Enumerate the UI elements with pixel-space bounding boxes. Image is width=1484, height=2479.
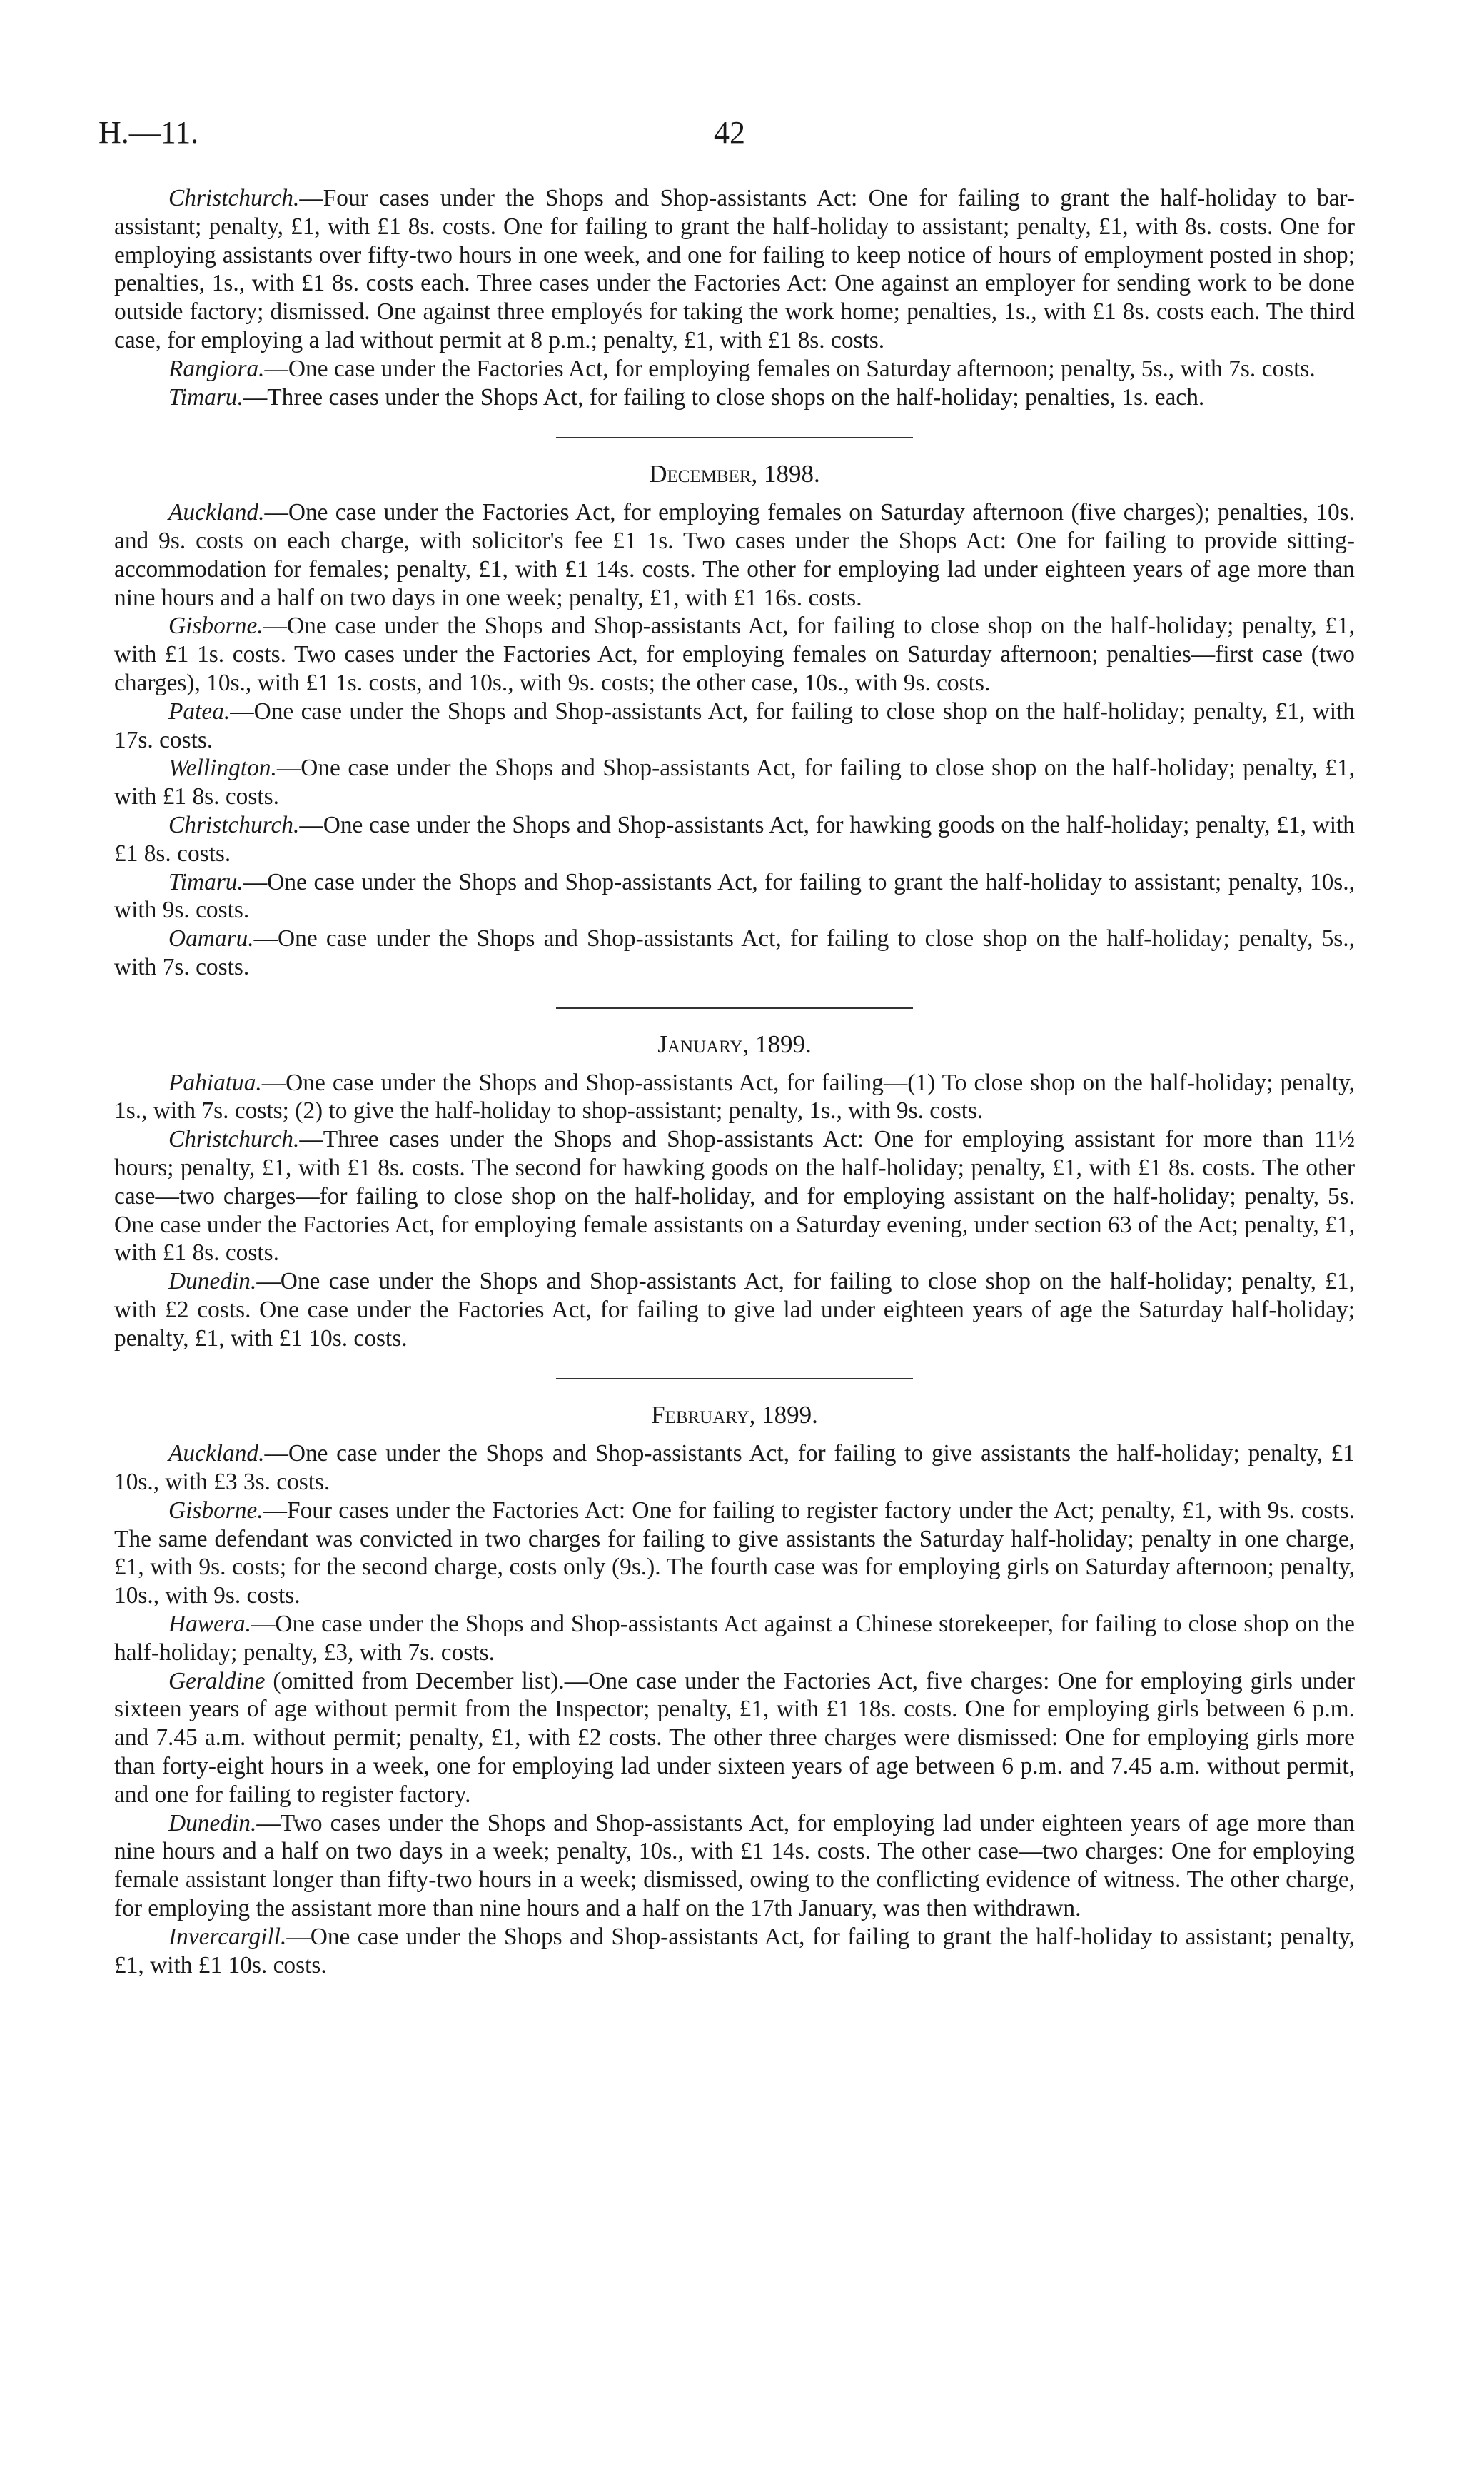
entry-place: Rangiora.: [168, 355, 265, 382]
entry-text: —Four cases under the Shops and Shop-assistants Act: One for failing to grant the half-holiday to bar-assistant; penalty, £1, with £1 8s. costs. One for failing to grant the half-holiday to assistant; penalty, £1, with 8s. costs. One for employing assistants over fifty-two hours in one week, and one for failing to keep notice of hours of employment posted in shop; penalties, 1s., with £1 8s. costs each. Three cases under the Factories Act: One against an employer for sending work to be done outside factory; dismissed. One against three employés for taking the work home; penalties, 1s., with £1 8s. costs each. The third case, for employing a lad without permit at 8 p.m.; penalty, £1, with £1 8s. costs.: [114, 185, 1355, 353]
entry-place: Dunedin.: [168, 1268, 257, 1295]
entry-paragraph: [114, 1667, 1355, 1809]
page-number: 42: [714, 115, 745, 150]
section-divider: [556, 1378, 913, 1379]
entry-text: —Three cases under the Shops and Shop-assistants Act: One for employing assistant for more than 11½ hours; penalty, £1, with £1 8s. costs. The second for hawking goods on the half-holiday; penalty, £1, with £1 8s. costs. The other case—two charges—for failing to close shop on the half-holiday, and for employing assistant on the half-holiday; penalty, 5s. One case under the Factories Act, for employing female assistants on a Saturday evening, under section 63 of the Act; penalty, £1, with £1 8s. costs.: [114, 1126, 1355, 1267]
section-heading-february-1899: February, 1899.: [651, 1401, 818, 1429]
entry-text: —One case under the Shops and Shop-assistants Act against a Chinese storekeeper, for failing to close shop on the half-holiday; penalty, £3, with 7s. costs.: [114, 1611, 1355, 1666]
entry-paragraph: [114, 355, 1355, 383]
entry-paragraph: [114, 1267, 1355, 1352]
entry-paragraph: [114, 925, 1355, 982]
entry-place: Patea.: [168, 698, 231, 725]
section-february-1899: [114, 1439, 1355, 1979]
entry-text: —One case under the Shops and Shop-assistants Act, for failing to close shop on the half-holiday; penalty, £1, with £2 costs. One case under the Factories Act, for failing to give lad under eighteen years of age the Saturday half-holiday; penalty, £1, with £1 10s. costs.: [114, 1268, 1355, 1352]
entry-paragraph: [114, 1069, 1355, 1126]
entry-place: Invercargill.: [168, 1923, 287, 1950]
section-january-1899: [114, 1069, 1355, 1353]
entry-place: Pahiatua.: [168, 1069, 262, 1096]
entry-text: —One case under the Shops and Shop-assistants Act, for failing to close shop on the half-holiday; penalty, £1, with £1 1s. costs. Two cases under the Factories Act, for employing females on Saturday afternoon; penalties—first case (two charges), 10s., with £1 1s. costs, and 10s., with 9s. costs; the other case, 10s., with 9s. costs.: [114, 613, 1355, 696]
entry-text: —Three cases under the Shops Act, for failing to close shops on the half-holiday; penalties, 1s. each.: [243, 383, 1205, 411]
entry-text: (omitted from December list).—One case under the Factories Act, five charges: One for employing girls under sixteen years of age without permit from the Inspector; penalty, £1, with £1 18s. costs. One for employing girls between 6 p.m. and 7.45 a.m. without permit; penalty, £1, with £2 costs. The other three charges were dismissed: One for employing girls more than forty-eight hours in a week, one for employing lad under sixteen years of age between 6 p.m. and 7.45 a.m. without permit, and one for failing to register factory.: [114, 1667, 1355, 1808]
document-reference: H.—11.: [99, 115, 199, 150]
entry-text: —One case under the Shops and Shop-assistants Act, for failing to give assistants the half-holiday; penalty, £1 10s., with £3 3s. costs.: [114, 1440, 1355, 1496]
entry-text: —One case under the Shops and Shop-assistants Act, for failing to close shop on the half-holiday; penalty, 5s., with 7s. costs.: [114, 925, 1355, 980]
entry-text: —One case under the Factories Act, for employing females on Saturday afternoon; penalty, 5s., with 7s. costs.: [264, 355, 1316, 382]
entry-text: —One case under the Shops and Shop-assistants Act, for failing to close shop on the half-holiday; penalty, £1, with 17s. costs.: [114, 698, 1355, 753]
entry-paragraph: [114, 184, 1355, 355]
entry-paragraph: [114, 811, 1355, 868]
entry-paragraph: [114, 1923, 1355, 1980]
intro-block: [114, 184, 1355, 411]
entry-paragraph: [114, 498, 1355, 612]
entry-place: Geraldine: [168, 1667, 266, 1694]
entry-text: —One case under the Shops and Shop-assistants Act, for failing to close shop on the half-holiday; penalty, £1, with £1 8s. costs.: [114, 755, 1355, 810]
entry-paragraph: [114, 698, 1355, 755]
entry-text: —One case under the Shops and Shop-assistants Act, for failing to grant the half-holiday to assistant; penalty, 10s., with 9s. costs.: [114, 868, 1355, 924]
entry-text: —Two cases under the Shops and Shop-assistants Act, for employing lad under eighteen years of age more than nine hours and a half on two days in a week; penalty, 10s., with £1 14s. costs. The other case—two charges: One for employing female assistant longer than fifty-two hours in a week; dismissed, owing to the conflicting evidence of witness. The other charge, for employing the assistant more than nine hours and a half on the 17th January, was then withdrawn.: [114, 1809, 1355, 1922]
entry-paragraph: [114, 868, 1355, 925]
entry-place: Wellington.: [168, 755, 277, 782]
entry-paragraph: [114, 1125, 1355, 1267]
entry-place: Auckland.: [168, 499, 265, 526]
section-divider: [556, 1007, 913, 1009]
section-divider: [556, 437, 913, 438]
entry-paragraph: [114, 1439, 1355, 1497]
entry-text: —One case under the Shops and Shop-assistants Act, for failing—(1) To close shop on the half-holiday; penalty, 1s., with 7s. costs; (2) to give the half-holiday to shop-assistant; penalty, 1s., with 9s. costs.: [114, 1069, 1355, 1125]
entry-place: Christchurch.: [168, 811, 300, 838]
entry-text: —Four cases under the Factories Act: One for failing to register factory under the Act; penalty, £1, with 9s. costs. The same defendant was convicted in two charges for failing to give assistants the Saturday half-holiday; penalty in one charge, £1, with 9s. costs; for the second charge, costs only (9s.). The fourth case was for employing girls on Saturday afternoon; penalty, 10s., with 9s. costs.: [114, 1497, 1355, 1609]
entry-place: Hawera.: [168, 1611, 251, 1638]
section-december-1898: [114, 498, 1355, 982]
section-heading-january-1899: January, 1899.: [657, 1030, 812, 1058]
entry-place: Timaru.: [168, 868, 243, 895]
entry-place: Christchurch.: [168, 185, 300, 211]
entry-paragraph: [114, 1809, 1355, 1923]
entry-paragraph: [114, 1497, 1355, 1610]
entry-text: —One case under the Shops and Shop-assistants Act, for hawking goods on the half-holiday; penalty, £1, with £1 8s. costs.: [114, 811, 1355, 867]
document-body: [114, 184, 1355, 1979]
entry-paragraph: [114, 1610, 1355, 1667]
entry-paragraph: [114, 612, 1355, 697]
entry-paragraph: [114, 754, 1355, 811]
entry-text: —One case under the Shops and Shop-assistants Act, for failing to grant the half-holiday to assistant; penalty, £1, with £1 10s. costs.: [114, 1923, 1355, 1978]
entry-place: Auckland.: [168, 1440, 265, 1467]
entry-place: Christchurch.: [168, 1126, 300, 1153]
entry-place: Dunedin.: [168, 1809, 257, 1836]
entry-text: —One case under the Factories Act, for employing females on Saturday afternoon (five charges); penalties, 10s. and 9s. costs on each charge, with solicitor's fee £1 1s. Two cases under the Shops Act: One for failing to provide sitting-accommodation for females; penalty, £1, with £1 14s. costs. The other for employing lad under eighteen years of age more than nine hours and a half on two days in one week; penalty, £1, with £1 16s. costs.: [114, 499, 1355, 611]
entry-place: Timaru.: [168, 383, 243, 411]
entry-place: Gisborne.: [168, 1497, 263, 1524]
section-heading-december-1898: December, 1898.: [649, 460, 820, 488]
entry-place: Oamaru.: [168, 925, 254, 952]
entry-place: Gisborne.: [168, 613, 263, 640]
entry-paragraph: [114, 383, 1355, 412]
